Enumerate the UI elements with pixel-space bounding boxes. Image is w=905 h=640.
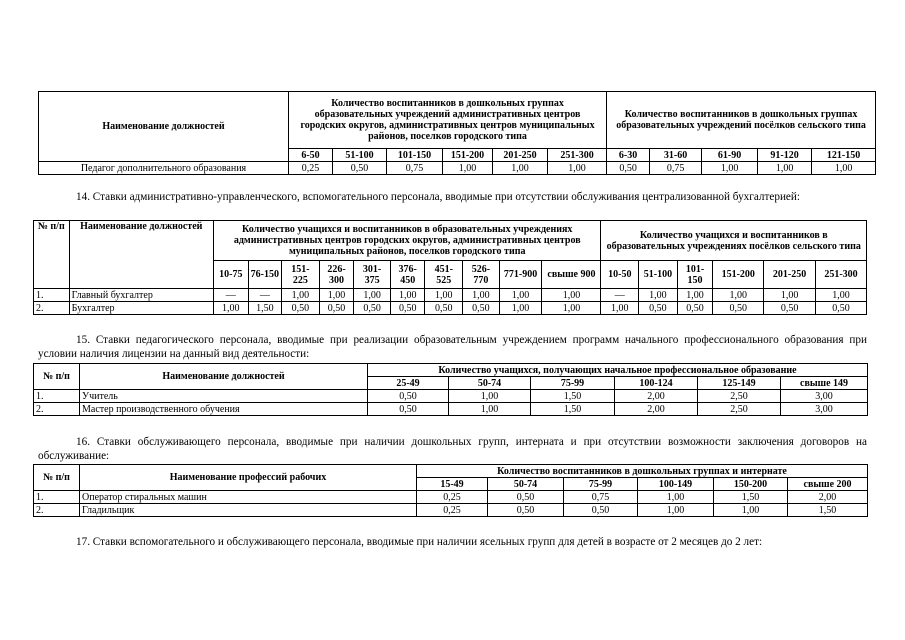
col-header: 50-74 [488,478,564,491]
cell: 1,00 [714,504,788,517]
cell: 1,00 [812,162,876,175]
table-3 [33,363,868,416]
cell: 0,50 [639,302,678,315]
cell: 0,50 [463,302,500,315]
cell: 2,00 [615,390,698,403]
cell: 0,25 [289,162,333,175]
col-header: 10-75 [214,261,249,289]
col-header: 150-200 [714,478,788,491]
col-header: свыше 149 [781,377,868,390]
cell: 1,00 [443,162,493,175]
col-header: 10-50 [601,261,639,289]
col-header: 376-450 [390,261,425,289]
cell: 1,00 [702,162,758,175]
col-header: 25-49 [368,377,449,390]
table-1 [38,91,876,175]
cell: 0,50 [282,302,320,315]
cell: 1,00 [499,289,542,302]
col-header: 121-150 [812,149,876,162]
header-name: Наименование должностей [39,92,289,162]
col-header: 301-375 [354,261,391,289]
col-header: 101-150 [677,261,713,289]
cell: 0,50 [488,491,564,504]
table-row [34,504,868,517]
cell: 1,00 [499,302,542,315]
table-row [34,302,867,315]
cell: 1,00 [639,289,678,302]
col-header: 31-60 [650,149,702,162]
col-header: 201-250 [764,261,816,289]
col-header: 125-149 [698,377,781,390]
col-header: 6-50 [289,149,333,162]
header-num: № п/п [34,221,70,289]
cell: 0,75 [650,162,702,175]
cell: 0,50 [368,390,449,403]
table-row [34,289,867,302]
cell: 1,00 [449,390,531,403]
cell: 1,50 [531,403,615,416]
cell: 2,00 [788,491,868,504]
cell: 0,75 [387,162,443,175]
cell: 0,50 [333,162,387,175]
col-header: 771-900 [499,261,542,289]
col-header: 451-525 [425,261,463,289]
table-4 [33,464,868,517]
header-name: Наименование должностей [80,364,368,390]
cell: 1,00 [758,162,812,175]
cell: 1,50 [248,302,282,315]
header-num: № п/п [34,364,80,390]
cell: 1,00 [677,289,713,302]
col-header: 526-770 [463,261,500,289]
header-group-rural: Количество учащихся и воспитанников в образовательных учреждениях посёлков сельского типа [601,221,867,261]
row-name: Педагог дополнительного образования [39,162,289,175]
row-num: 1. [34,390,80,403]
row-name: Бухгалтер [69,302,213,315]
cell: 0,50 [354,302,391,315]
row-num: 2. [34,504,80,517]
cell: 0,50 [564,504,638,517]
header-name: Наименование профессий рабочих [80,465,417,491]
table-row [34,390,868,403]
col-header: 151-200 [713,261,764,289]
cell: 3,00 [781,390,868,403]
cell: 1,00 [638,504,714,517]
row-name: Мастер производственного обучения [80,403,368,416]
col-header: 6-30 [607,149,650,162]
header-group-rural: Количество воспитанников в дошкольных группах образовательных учреждений посёлков сельского типа [607,92,876,149]
table-row [39,162,876,175]
cell: 0,50 [764,302,816,315]
paragraph-15: 15. Ставки педагогического персонала, вводимые при реализации образовательным учреждением программ начального профессионального образования при условии наличия лицензии на данный вид деятельности: [38,334,867,360]
col-header: 101-150 [387,149,443,162]
col-header: 226-300 [319,261,354,289]
row-num: 2. [34,302,70,315]
col-header: 75-99 [531,377,615,390]
cell: 1,50 [714,491,788,504]
col-header: 100-149 [638,478,714,491]
col-header: 251-300 [816,261,867,289]
cell: 1,00 [214,302,249,315]
cell: 0,50 [677,302,713,315]
cell: 0,50 [488,504,564,517]
cell: 0,50 [390,302,425,315]
col-header: 51-100 [333,149,387,162]
cell: 1,00 [542,302,601,315]
cell: 2,50 [698,390,781,403]
paragraph-14: 14. Ставки административно-управленческого, вспомогательного персонала, вводимые при отсутствии обслуживания централизованной бухгалтерией: [76,191,800,203]
cell: 1,00 [282,289,320,302]
col-header: 151-200 [443,149,493,162]
col-header: 100-124 [615,377,698,390]
cell: 0,50 [368,403,449,416]
row-name: Главный бухгалтер [69,289,213,302]
header-group: Количество воспитанников в дошкольных группах и интернате [417,465,868,478]
col-header: 50-74 [449,377,531,390]
cell: 0,25 [417,504,488,517]
col-header: 201-250 [493,149,548,162]
cell: 2,50 [698,403,781,416]
cell: 1,00 [713,289,764,302]
col-header: 251-300 [548,149,607,162]
row-name: Учитель [80,390,368,403]
cell: 0,50 [425,302,463,315]
paragraph-17: 17. Ставки вспомогательного и обслуживающего персонала, вводимые при наличии ясельных групп для детей в возрасте от 2 месяцев до 2 лет: [76,536,763,548]
col-header: 75-99 [564,478,638,491]
cell: 1,00 [493,162,548,175]
header-name: Наименование должностей [69,221,213,289]
row-name: Оператор стиральных машин [80,491,417,504]
cell: 0,75 [564,491,638,504]
header-group-urban: Количество учащихся и воспитанников в образовательных учреждениях административных центров городских округов, административных центров муниципальных районов, поселков городского типа [214,221,601,261]
cell: 0,25 [417,491,488,504]
col-header: 91-120 [758,149,812,162]
cell: 1,00 [319,289,354,302]
cell: — [248,289,282,302]
cell: 1,00 [548,162,607,175]
cell: 0,50 [816,302,867,315]
cell: 3,00 [781,403,868,416]
cell: 0,50 [713,302,764,315]
row-num: 2. [34,403,80,416]
cell: 1,00 [638,491,714,504]
table-row [34,403,868,416]
header-group-urban: Количество воспитанников в дошкольных группах образовательных учреждений административных центров городских округов, административных центров муниципальных районов, поселков городского типа [289,92,607,149]
cell: 1,50 [788,504,868,517]
row-name: Гладильщик [80,504,417,517]
cell: 1,00 [764,289,816,302]
cell: 1,00 [354,289,391,302]
col-header: 151-225 [282,261,320,289]
cell: 1,00 [425,289,463,302]
cell: 1,00 [463,289,500,302]
cell: — [601,289,639,302]
col-header: 76-150 [248,261,282,289]
table-row [34,491,868,504]
row-num: 1. [34,289,70,302]
header-num: № п/п [34,465,80,491]
cell: 0,50 [319,302,354,315]
table-2 [33,220,867,315]
cell: 1,00 [601,302,639,315]
paragraph-16: 16. Ставки обслуживающего персонала, вводимые при наличии дошкольных групп, интерната и при отсутствии возможности заключения договоров на обслуживание: [38,436,867,462]
cell: 1,00 [542,289,601,302]
cell: 1,00 [816,289,867,302]
col-header: свыше 200 [788,478,868,491]
cell: 1,00 [390,289,425,302]
col-header: 51-100 [639,261,678,289]
cell: 1,00 [449,403,531,416]
cell: 2,00 [615,403,698,416]
cell: 0,50 [607,162,650,175]
col-header: свыше 900 [542,261,601,289]
col-header: 15-49 [417,478,488,491]
header-group: Количество учащихся, получающих начальное профессиональное образование [368,364,868,377]
col-header: 61-90 [702,149,758,162]
row-num: 1. [34,491,80,504]
cell: — [214,289,249,302]
cell: 1,50 [531,390,615,403]
